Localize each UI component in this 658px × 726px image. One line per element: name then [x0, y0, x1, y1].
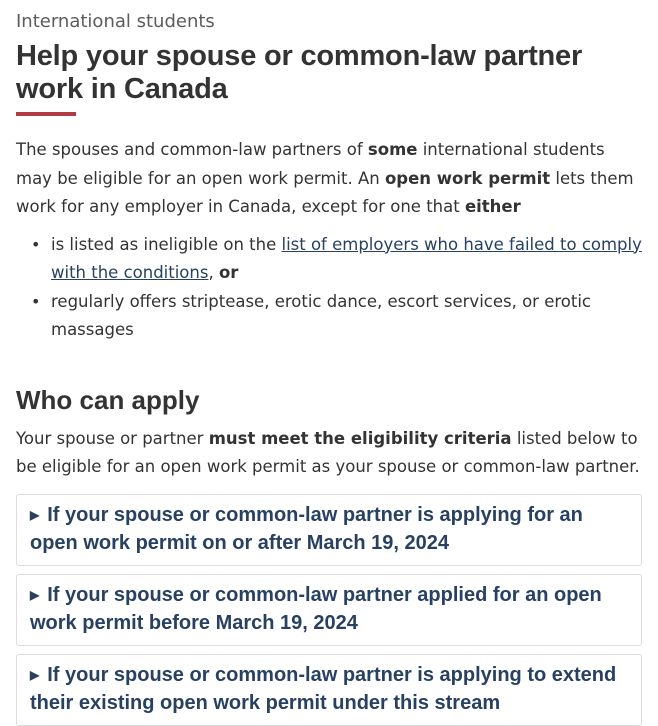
- exception-list: [16, 231, 642, 345]
- bullet-marker: •: [31, 291, 41, 311]
- eligibility-text-2: listed below to be eligible for an open work permit as your spouse or common-law partner.: [16, 428, 640, 476]
- eligibility-paragraph: [16, 425, 642, 482]
- expander-summary[interactable]: [30, 661, 629, 718]
- expander-summary[interactable]: [30, 581, 629, 638]
- list-item-punct: ,: [208, 263, 219, 282]
- intro-paragraph: [16, 136, 642, 222]
- triangle-right-icon: ▶: [30, 507, 40, 522]
- section-heading-who-can-apply: Who can apply: [16, 384, 200, 415]
- intro-bold-either: either: [464, 197, 521, 216]
- list-item-bold-or: or: [218, 263, 239, 282]
- expander-group: [16, 494, 642, 726]
- page-kicker: International students: [16, 11, 215, 32]
- expander-extend-permit[interactable]: [16, 654, 642, 726]
- intro-text-2: international students may be eligible for an open work permit. An: [16, 140, 605, 188]
- intro-bold-some: some: [367, 140, 418, 159]
- triangle-right-icon: ▶: [30, 667, 40, 682]
- list-item-text: is listed as ineligible on the: [51, 234, 282, 254]
- intro-text-3: lets them work for any employer in Canada, except for one that: [16, 168, 634, 216]
- triangle-right-icon: ▶: [30, 587, 40, 602]
- list-item: [16, 288, 642, 345]
- expander-on-or-after-march-19[interactable]: [16, 494, 642, 566]
- bullet-marker: •: [31, 234, 41, 254]
- list-item: [16, 231, 642, 288]
- eligibility-text-1: Your spouse or partner: [16, 428, 209, 448]
- expander-label: If your spouse or common-law partner is applying to extend their existing open work permit under this stream: [30, 663, 617, 714]
- title-underline: [16, 112, 76, 116]
- expander-summary[interactable]: [30, 501, 629, 558]
- expander-label: If your spouse or common-law partner is applying for an open work permit on or after March 19, 2024: [30, 503, 583, 554]
- intro-bold-open-work-permit: open work permit: [384, 168, 551, 188]
- ineligible-employers-link[interactable]: list of employers who have failed to comply with the conditions: [51, 234, 642, 282]
- page-content: [16, 10, 642, 726]
- expander-before-march-19[interactable]: [16, 574, 642, 646]
- list-item-text: regularly offers striptease, erotic dance, escort services, or erotic massages: [51, 291, 592, 339]
- intro-text-1: The spouses and common-law partners of: [16, 140, 368, 159]
- page-title: Help your spouse or common-law partner work in Canada: [16, 40, 583, 105]
- eligibility-bold: must meet the eligibility criteria: [208, 428, 512, 448]
- expander-label: If your spouse or common-law partner applied for an open work permit before March 19, 2024: [30, 583, 602, 634]
